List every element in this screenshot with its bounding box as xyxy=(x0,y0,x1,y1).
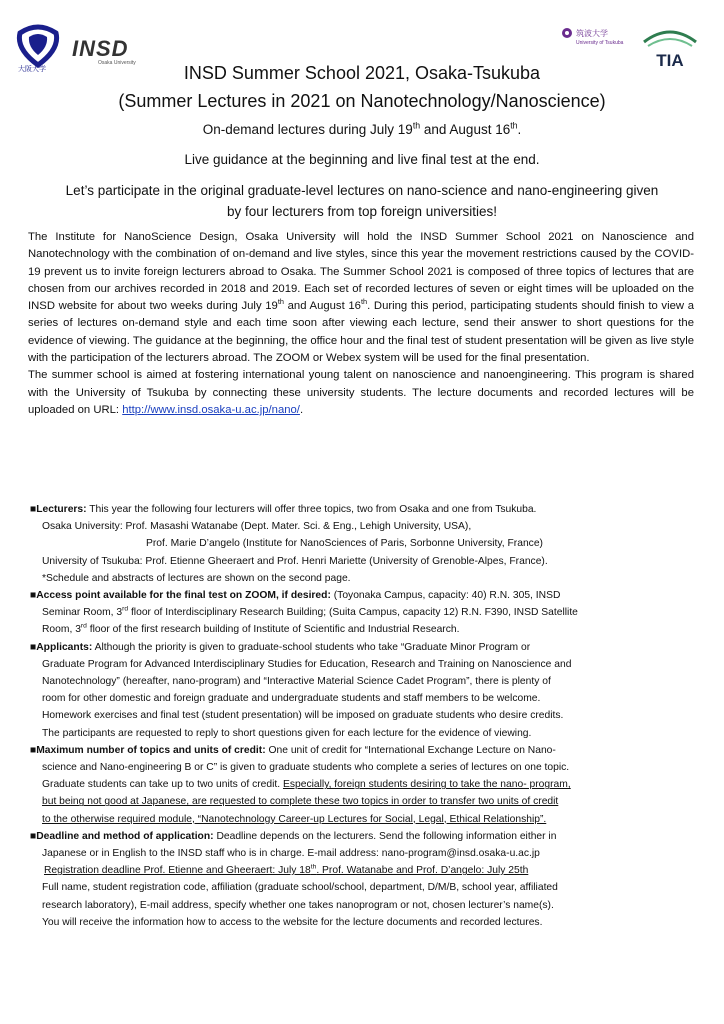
registration-deadline: Registration deadline Prof. Etienne and Gheeraert: July 18th. Prof. Watanabe and Prof. D’angelo: July 25th xyxy=(44,863,529,877)
access-heading: ■Access point available for the final test on ZOOM, if desired: (Toyonaka Campus, capacity: 40) R.N. 305, INSD xyxy=(30,590,561,602)
tsukuba-logo-text: 筑波大学 xyxy=(576,29,608,38)
intro-paragraph-1: The Institute for NanoScience Design, Osaka University will hold the INSD Summer School 2021 on Nanoscience and Nanotechnology with the combination of on-demand and live styles, since this year the movement restrictions caused by the COVID-19 prevent us to invite foreign lecturers abroad to Osaka. The Summer School 2021 is composed of three topics of lectures that are chosen from our archives recorded in 2018 and 2019. Each set of recorded lectures of seven or eight times will be uploaded on the INSD website for about two weeks during July 19th and August 16th. During this period, participating students should finish to view a series of lectures on-demand style and each time soon after viewing each lecture, send their answer to short questions for the evidence of viewing. The guidance at the beginning, the office hour and the final test of student presentation will be given as live style with the participation of the lecturers abroad. The ZOOM or Webex system will be used for the final presentation. xyxy=(28,231,694,365)
access-line: Room, 3rd floor of the first research building of Institute of Scientific and Industrial Research. xyxy=(42,623,460,636)
ondemand-line: On-demand lectures during July 19th and August 16th. xyxy=(202,120,522,137)
lecturers-heading: ■Lecturers: This year the following four lecturers will offer three topics, two from Osaka and one from Tsukuba. xyxy=(30,504,537,515)
info-line: You will receive the information how to access to the website for the lecture documents and recorded lectures. xyxy=(42,916,543,928)
intro-section xyxy=(28,229,694,419)
tsukuba-logo-subtitle: University of Tsukuba xyxy=(576,40,624,46)
tsukuba-emblem-icon xyxy=(560,26,574,40)
schedule-note: *Schedule and abstracts of lectures are shown on the second page. xyxy=(42,572,351,584)
info-line: research laboratory), E-mail address, specify whether one takes nanoprogram or not, chosen lecturer’s name(s). xyxy=(42,899,554,911)
live-line: Live guidance at the beginning and live final test at the end. xyxy=(184,152,540,167)
max-credit-line: science and Nano-engineering B or C” is given to graduate students who complete a series of lectures on one topic. xyxy=(42,762,570,774)
osaka-university-logo-text: 大阪大学 xyxy=(18,66,46,73)
page-title: INSD Summer School 2021, Osaka-Tsukuba xyxy=(183,63,541,83)
lecturer-item: Osaka University: Prof. Masashi Watanabe (Dept. Mater. Sci. & Eng., Lehigh University, USA), xyxy=(42,521,472,533)
max-credit-line: to the otherwise required module, “Nanotechnology Career-up Lectures for Social, Legal, Ethical Relationship”. xyxy=(42,813,547,825)
applicants-line: Homework exercises and final test (student presentation) will be imposed on graduate students who desire credits. xyxy=(42,710,564,722)
info-line: Full name, student registration code, affiliation (graduate school/school, department, D/M/B, school year, affiliated xyxy=(42,882,558,894)
max-credit-line: Graduate students can take up to two units of credit. Especially, foreign students desiring to take the nano- program, xyxy=(42,779,571,791)
deadline-heading: ■Deadline and method of application: Deadline depends on the lecturers. Send the following information either in xyxy=(30,830,557,842)
lecturer-item: Prof. Marie D’angelo (Institute for NanoSciences of Paris, Sorbonne University, France) xyxy=(146,538,543,550)
insd-logo-word: INSD xyxy=(72,36,129,61)
applicants-line: room for other domestic and foreign graduate and undergraduate students and staff members to be welcome. xyxy=(42,693,541,705)
applicants-heading: ■Applicants: Although the priority is given to graduate-school students who take “Graduate Minor Program or xyxy=(30,641,531,653)
insd-logo-subtitle: Osaka University xyxy=(98,60,136,66)
applicants-line: Graduate Program for Advanced Interdisciplinary Studies for Education, Research and Training on Nanoscience and xyxy=(42,658,572,670)
applicants-line: The participants are requested to reply to short questions given for each lecture for the evidence of viewing. xyxy=(42,727,532,739)
tia-logo-text: TIA xyxy=(656,51,684,70)
access-line: Seminar Room, 3rd floor of Interdisciplinary Research Building; (Suita Campus, capacity 12) R.N. F390, INSD Satellite xyxy=(42,605,578,619)
invitation-line: Let’s participate in the original graduate-level lectures on nano-science and nano-engineering given by four lecturers from top foreign universities! xyxy=(65,183,659,219)
intro-paragraph-2: The summer school is aimed at fostering international young talent on nanoscience and nanoengineering. This program is shared with the University of Tsukuba by connecting these university students. The lecture documents and recorded lectures will be uploaded on URL: http://www.insd.osaka-u.ac.jp/nano/. xyxy=(28,369,694,416)
nano-url-link[interactable]: http://www.insd.osaka-u.ac.jp/nano/ xyxy=(122,403,300,416)
applicants-line: Nanotechnology” (hereafter, nano-program) and “Interactive Material Science Cadet Program”, there is plenty of xyxy=(42,676,551,688)
page-subtitle: (Summer Lectures in 2021 on Nanotechnology/Nanoscience) xyxy=(118,91,606,111)
max-credit-heading: ■Maximum number of topics and units of credit: One unit of credit for “International Exchange Lecture on Nano- xyxy=(30,744,556,756)
details-section xyxy=(30,501,700,931)
deadline-line: Japanese or in English to the INSD staff who is in charge. E-mail address: nano-program@insd.osaka-u.ac.jp xyxy=(42,848,540,860)
max-credit-line: but being not good at Japanese, are requested to complete these two topics in order to transfer two units of credit xyxy=(42,796,559,808)
lecturer-item: University of Tsukuba: Prof. Etienne Gheeraert and Prof. Henri Mariette (University of Grenoble-Alpes, France). xyxy=(42,555,548,567)
